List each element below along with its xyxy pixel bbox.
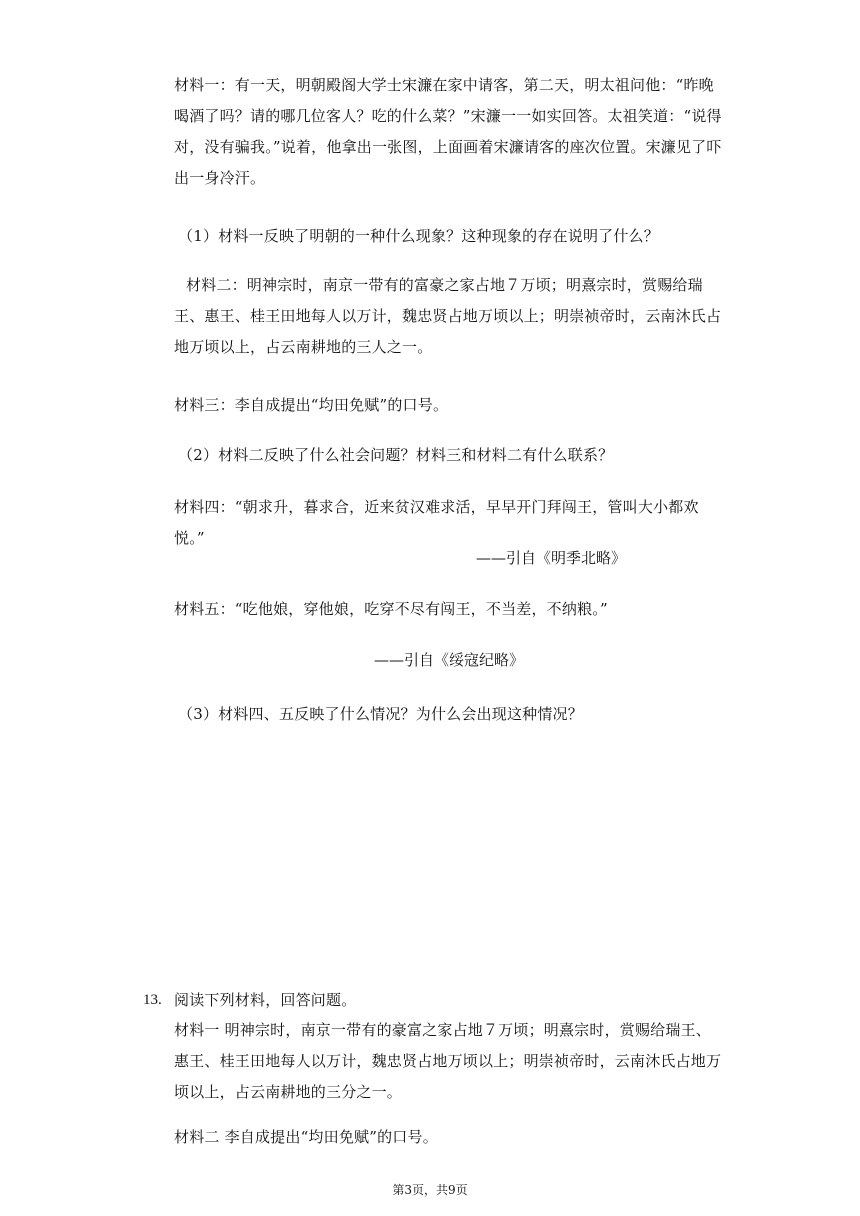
- question-13-number: 13.: [143, 992, 162, 1008]
- material-4-citation: ——引自《明季北略》: [476, 549, 627, 567]
- question-13-material-2: 材料二 李自成提出“均田免赋”的口号。: [174, 1128, 438, 1146]
- material-5-citation: ——引自《绥寇纪略》: [374, 651, 525, 669]
- question-1: （1）材料一反映了明朝的一种什么现象？这种现象的存在说明了什么？: [178, 227, 659, 245]
- material-1-paragraph: 材料一：有一天，明朝殿阁大学士宋濂在家中请客，第二天，明太祖问他：“昨晚喝酒了吗？请的哪几位客人？吃的什么菜？”宋濂一一如实回答。太祖笑道：“说得对，没有骗我。”说着，他拿出一张图，上面画着宋濂请客的座次位置。宋濂见了吓出一身冷汗。: [174, 76, 722, 187]
- question-3: （3）材料四、五反映了什么情况？为什么会出现这种情况？: [178, 705, 583, 723]
- material-4-paragraph: 材料四：“朝求升，暮求合，近来贫汉难求活，早早开门拜闯王，管叫大小都欢悦。”: [174, 498, 699, 547]
- question-13-material-1: 材料一 明神宗时，南京一带有的豪富之家占地７万顷；明熹宗时，赏赐给瑞王、惠王、桂王田地每人以万计，魏忠贤占地万顷以上；明崇祯帝时，云南沐氏占地万顷以上，占云南耕地的三分之一。: [174, 1021, 722, 1101]
- material-2-paragraph: 材料二：明神宗时，南京一带有的富豪之家占地７万顷；明熹宗时，赏赐给瑞王、惠王、桂王田地每人以万计，魏忠贤占地万顷以上；明崇祯帝时，云南沐氏占地万顷以上，占云南耕地的三人之一。: [174, 276, 722, 356]
- question-2: （2）材料二反映了什么社会问题？材料三和材料二有什么联系？: [178, 446, 614, 464]
- material-5-paragraph: 材料五：“吃他娘，穿他娘，吃穿不尽有闯王，不当差，不纳粮。”: [174, 600, 608, 618]
- question-13-prompt: 阅读下列材料，回答问题。: [174, 991, 357, 1009]
- page-footer: 第3页，共9页: [392, 1183, 468, 1197]
- material-3-paragraph: 材料三：李自成提出“均田免赋”的口号。: [174, 396, 449, 414]
